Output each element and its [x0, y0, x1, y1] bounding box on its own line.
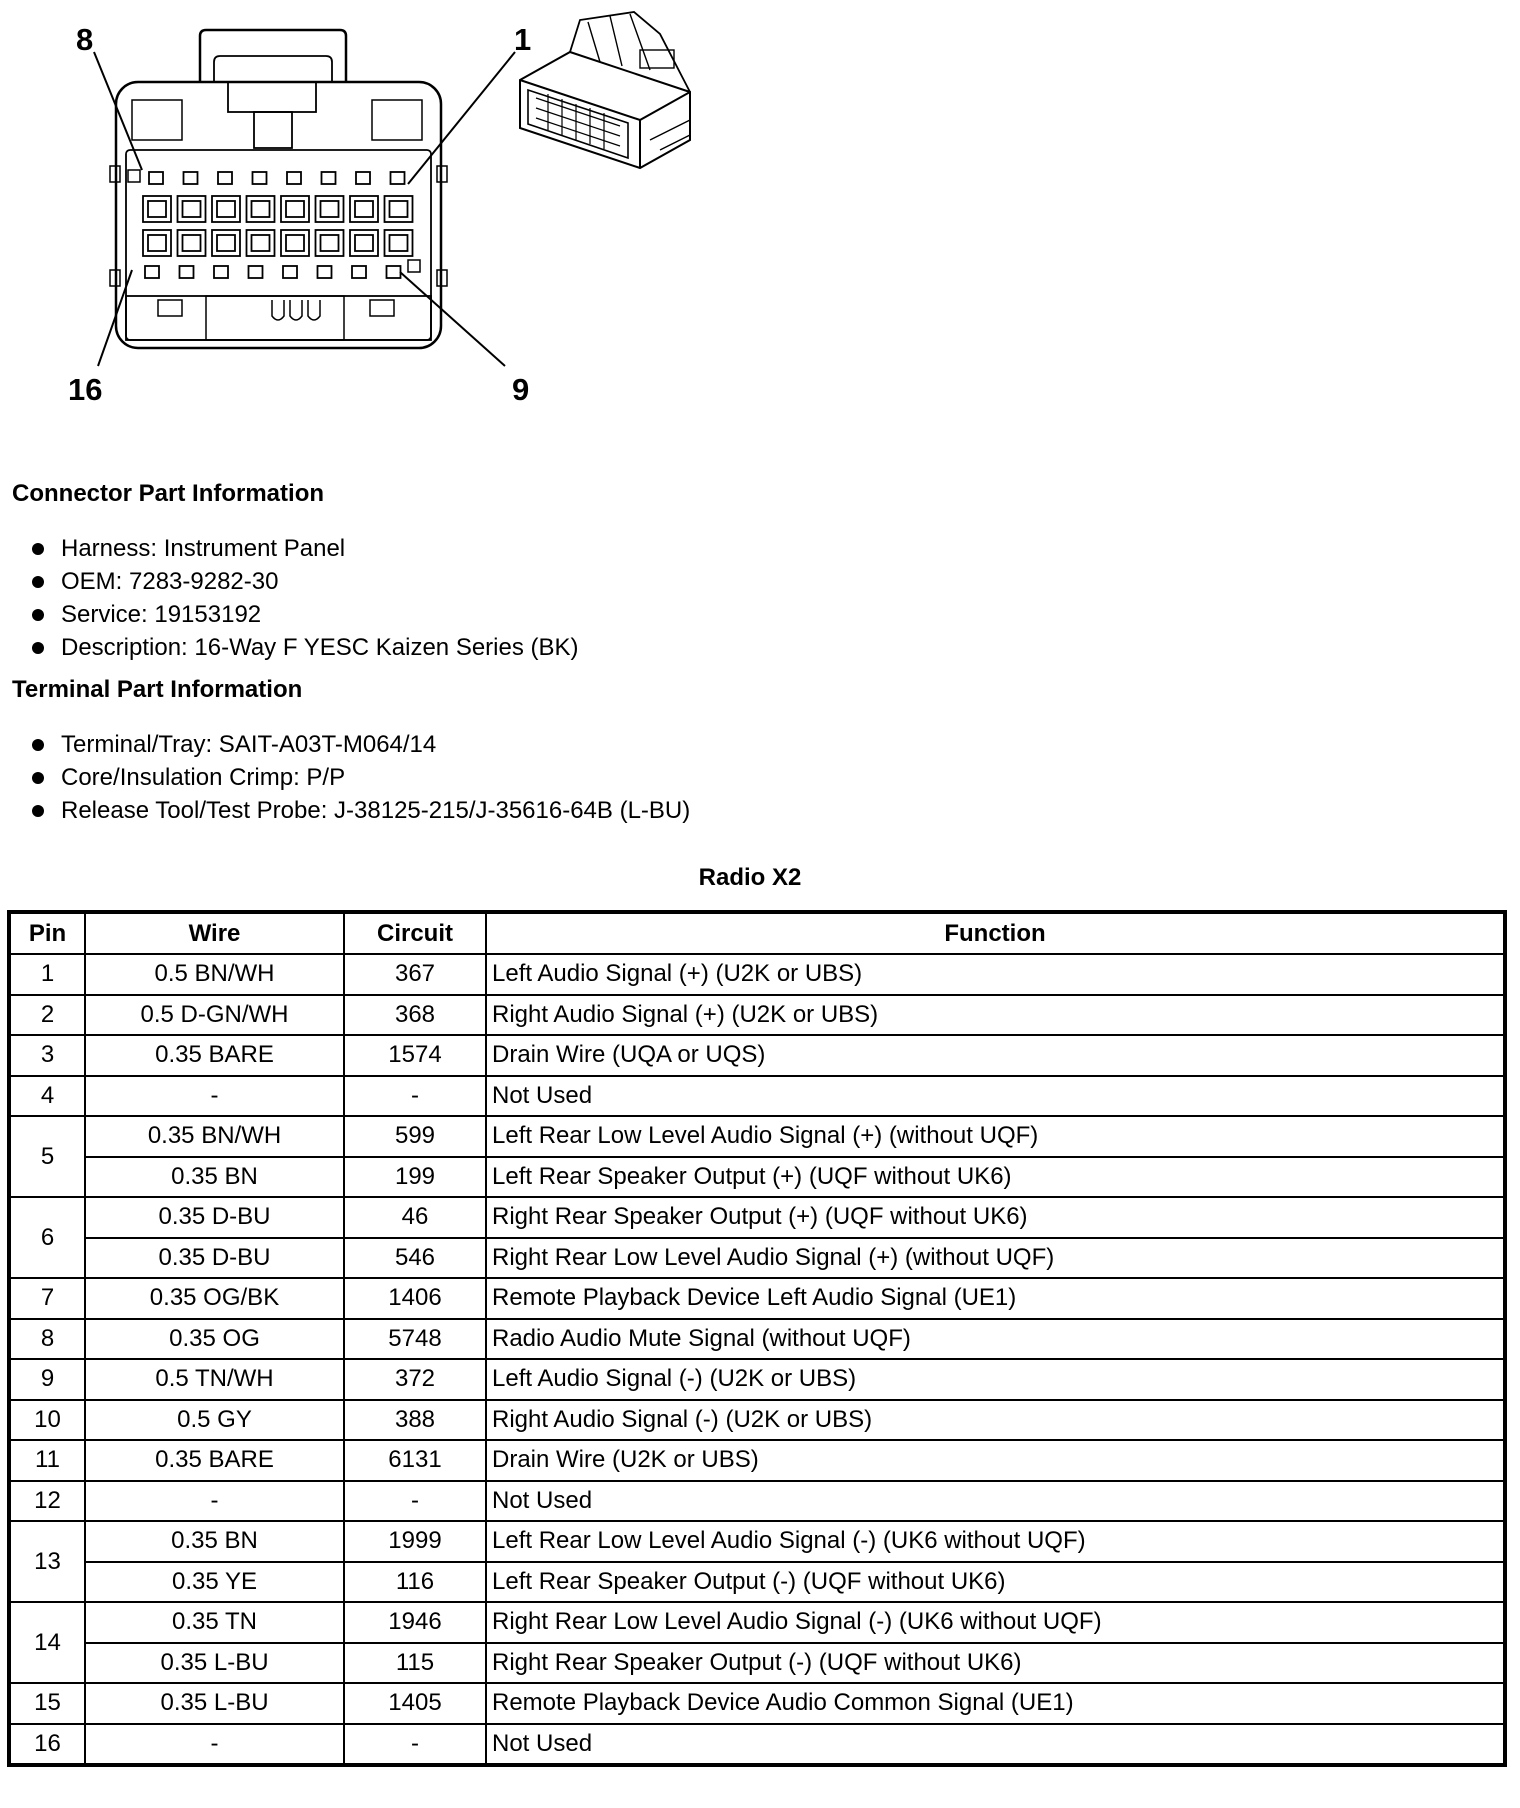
cell-circuit: 546	[344, 1238, 486, 1279]
list-item: Service: 19153192	[24, 598, 579, 631]
cell-circuit: 115	[344, 1643, 486, 1684]
table-header-row	[9, 912, 1505, 954]
cell-circuit: 116	[344, 1562, 486, 1603]
terminal-cavity	[391, 172, 405, 184]
cell-function: Not Used	[486, 1481, 1505, 1522]
cell-pin: 10	[9, 1400, 85, 1441]
table-row	[9, 1521, 1505, 1562]
terminal-cavity	[318, 266, 332, 278]
terminal-cavity	[180, 266, 194, 278]
terminal-cavity	[249, 266, 263, 278]
pin-callout-9: 9	[512, 372, 530, 407]
terminal-cavity	[286, 235, 304, 251]
terminal-cavity	[217, 235, 235, 251]
table-row	[9, 1440, 1505, 1481]
cell-wire: -	[85, 1481, 344, 1522]
cell-circuit: 1574	[344, 1035, 486, 1076]
cell-wire: 0.5 D-GN/WH	[85, 995, 344, 1036]
cell-function: Not Used	[486, 1076, 1505, 1117]
cell-pin: 1	[9, 954, 85, 995]
cell-function: Not Used	[486, 1724, 1505, 1766]
terminal-cavity	[149, 172, 163, 184]
terminal-cavity	[352, 266, 366, 278]
pin-callout-16: 16	[68, 372, 103, 407]
cell-pin: 12	[9, 1481, 85, 1522]
table-row	[9, 1197, 1505, 1238]
cell-wire: 0.5 BN/WH	[85, 954, 344, 995]
cell-wire: 0.35 D-BU	[85, 1238, 344, 1279]
cell-pin: 2	[9, 995, 85, 1036]
header-pin: Pin	[9, 912, 85, 954]
cell-wire: 0.35 L-BU	[85, 1643, 344, 1684]
cell-wire: 0.35 BARE	[85, 1035, 344, 1076]
table-row	[9, 1319, 1505, 1360]
connector-latch-inner	[214, 56, 332, 82]
cell-pin: 8	[9, 1319, 85, 1360]
connector-diagram	[0, 0, 720, 420]
terminal-cavity	[387, 266, 401, 278]
cell-wire: 0.5 GY	[85, 1400, 344, 1441]
table-row	[9, 995, 1505, 1036]
cell-function: Left Rear Speaker Output (+) (UQF without UK6)	[486, 1157, 1505, 1198]
header-wire: Wire	[85, 912, 344, 954]
terminal-cavity	[148, 201, 166, 217]
terminal-cavity	[390, 201, 408, 217]
cell-wire: 0.5 TN/WH	[85, 1359, 344, 1400]
cell-function: Right Audio Signal (+) (U2K or UBS)	[486, 995, 1505, 1036]
terminal-cavity	[355, 201, 373, 217]
cell-pin: 3	[9, 1035, 85, 1076]
cell-circuit: -	[344, 1076, 486, 1117]
table-row	[9, 1400, 1505, 1441]
terminal-cavity	[184, 172, 198, 184]
cell-function: Remote Playback Device Audio Common Signal (UE1)	[486, 1683, 1505, 1724]
table-row	[9, 1238, 1505, 1279]
leader-line-9	[400, 272, 505, 366]
cell-function: Left Rear Speaker Output (-) (UQF without UK6)	[486, 1562, 1505, 1603]
cell-wire: 0.35 OG/BK	[85, 1278, 344, 1319]
terminal-cavity	[322, 172, 336, 184]
list-item: OEM: 7283-9282-30	[24, 565, 579, 598]
cell-function: Drain Wire (UQA or UQS)	[486, 1035, 1505, 1076]
cell-wire: 0.35 BARE	[85, 1440, 344, 1481]
cell-circuit: 368	[344, 995, 486, 1036]
cell-pin: 5	[9, 1116, 85, 1197]
table-row	[9, 1157, 1505, 1198]
cell-function: Right Rear Speaker Output (+) (UQF without UK6)	[486, 1197, 1505, 1238]
list-item: Harness: Instrument Panel	[24, 532, 579, 565]
terminal-cavity	[355, 235, 373, 251]
cell-wire: 0.35 D-BU	[85, 1197, 344, 1238]
cell-wire: 0.35 TN	[85, 1602, 344, 1643]
connector-info-heading: Connector Part Information	[12, 480, 325, 507]
cell-wire: -	[85, 1724, 344, 1766]
cell-pin: 15	[9, 1683, 85, 1724]
cell-function: Right Audio Signal (-) (U2K or UBS)	[486, 1400, 1505, 1441]
cell-function: Drain Wire (U2K or UBS)	[486, 1440, 1505, 1481]
leader-line-8	[94, 52, 142, 170]
cell-circuit: 6131	[344, 1440, 486, 1481]
cell-pin: 7	[9, 1278, 85, 1319]
cell-circuit: 199	[344, 1157, 486, 1198]
terminal-info-heading: Terminal Part Information	[12, 676, 303, 703]
terminal-cavity	[252, 235, 270, 251]
terminal-info-list	[24, 728, 690, 827]
terminal-cavity	[148, 235, 166, 251]
pinout-table	[7, 910, 1507, 1767]
table-row	[9, 1116, 1505, 1157]
cell-function: Right Rear Speaker Output (-) (UQF without UK6)	[486, 1643, 1505, 1684]
pin-callout-8: 8	[76, 22, 94, 57]
cell-function: Left Audio Signal (+) (U2K or UBS)	[486, 954, 1505, 995]
list-item: Release Tool/Test Probe: J-38125-215/J-35616-64B (L-BU)	[24, 794, 690, 827]
terminal-cavity	[287, 172, 301, 184]
terminal-cavity	[356, 172, 370, 184]
cell-circuit: 46	[344, 1197, 486, 1238]
cell-wire: 0.35 L-BU	[85, 1683, 344, 1724]
cell-function: Left Audio Signal (-) (U2K or UBS)	[486, 1359, 1505, 1400]
cell-circuit: 367	[344, 954, 486, 995]
header-function: Function	[486, 912, 1505, 954]
cell-circuit: 599	[344, 1116, 486, 1157]
terminal-cavity	[253, 172, 267, 184]
table-row	[9, 1076, 1505, 1117]
terminal-cavity	[217, 201, 235, 217]
cell-circuit: 388	[344, 1400, 486, 1441]
pin-callout-1: 1	[514, 22, 532, 57]
cell-circuit: -	[344, 1724, 486, 1766]
terminal-cavity	[390, 235, 408, 251]
cell-circuit: 1405	[344, 1683, 486, 1724]
cell-circuit: 1406	[344, 1278, 486, 1319]
terminal-cavity	[183, 235, 201, 251]
table-row	[9, 1481, 1505, 1522]
cell-function: Right Rear Low Level Audio Signal (-) (UK6 without UQF)	[486, 1602, 1505, 1643]
leader-line-1	[408, 52, 515, 184]
cell-circuit: 5748	[344, 1319, 486, 1360]
cell-circuit: 1999	[344, 1521, 486, 1562]
table-row	[9, 1602, 1505, 1643]
terminal-cavity	[252, 201, 270, 217]
terminal-cavity	[145, 266, 159, 278]
cell-wire: 0.35 BN	[85, 1157, 344, 1198]
connector-info-list	[24, 532, 579, 664]
table-row	[9, 1724, 1505, 1766]
table-row	[9, 1035, 1505, 1076]
table-row	[9, 1278, 1505, 1319]
cell-pin: 4	[9, 1076, 85, 1117]
cell-pin: 6	[9, 1197, 85, 1278]
cell-function: Remote Playback Device Left Audio Signal (UE1)	[486, 1278, 1505, 1319]
connector-3d-view	[520, 12, 690, 168]
table-row	[9, 1643, 1505, 1684]
terminal-cavity	[286, 201, 304, 217]
terminal-cavity	[321, 201, 339, 217]
cell-function: Radio Audio Mute Signal (without UQF)	[486, 1319, 1505, 1360]
connector-housing	[116, 82, 441, 348]
cell-circuit: 372	[344, 1359, 486, 1400]
cell-wire: -	[85, 1076, 344, 1117]
cell-function: Right Rear Low Level Audio Signal (+) (without UQF)	[486, 1238, 1505, 1279]
table-title: Radio X2	[698, 864, 802, 891]
terminal-cavity	[283, 266, 297, 278]
cell-pin: 13	[9, 1521, 85, 1602]
cell-circuit: 1946	[344, 1602, 486, 1643]
cell-function: Left Rear Low Level Audio Signal (-) (UK6 without UQF)	[486, 1521, 1505, 1562]
cell-function: Left Rear Low Level Audio Signal (+) (without UQF)	[486, 1116, 1505, 1157]
cell-wire: 0.35 BN	[85, 1521, 344, 1562]
header-circuit: Circuit	[344, 912, 486, 954]
cell-pin: 16	[9, 1724, 85, 1766]
table-row	[9, 1683, 1505, 1724]
cell-pin: 11	[9, 1440, 85, 1481]
cell-wire: 0.35 YE	[85, 1562, 344, 1603]
cell-circuit: -	[344, 1481, 486, 1522]
list-item: Terminal/Tray: SAIT-A03T-M064/14	[24, 728, 690, 761]
cell-pin: 9	[9, 1359, 85, 1400]
table-row	[9, 1562, 1505, 1603]
cell-wire: 0.35 BN/WH	[85, 1116, 344, 1157]
cell-wire: 0.35 OG	[85, 1319, 344, 1360]
list-item: Description: 16-Way F YESC Kaizen Series (BK)	[24, 631, 579, 664]
terminal-cavity	[321, 235, 339, 251]
table-row	[9, 1359, 1505, 1400]
terminal-cavity	[214, 266, 228, 278]
cell-pin: 14	[9, 1602, 85, 1683]
terminal-cavity	[183, 201, 201, 217]
terminal-cavity	[218, 172, 232, 184]
table-row	[9, 954, 1505, 995]
list-item: Core/Insulation Crimp: P/P	[24, 761, 690, 794]
